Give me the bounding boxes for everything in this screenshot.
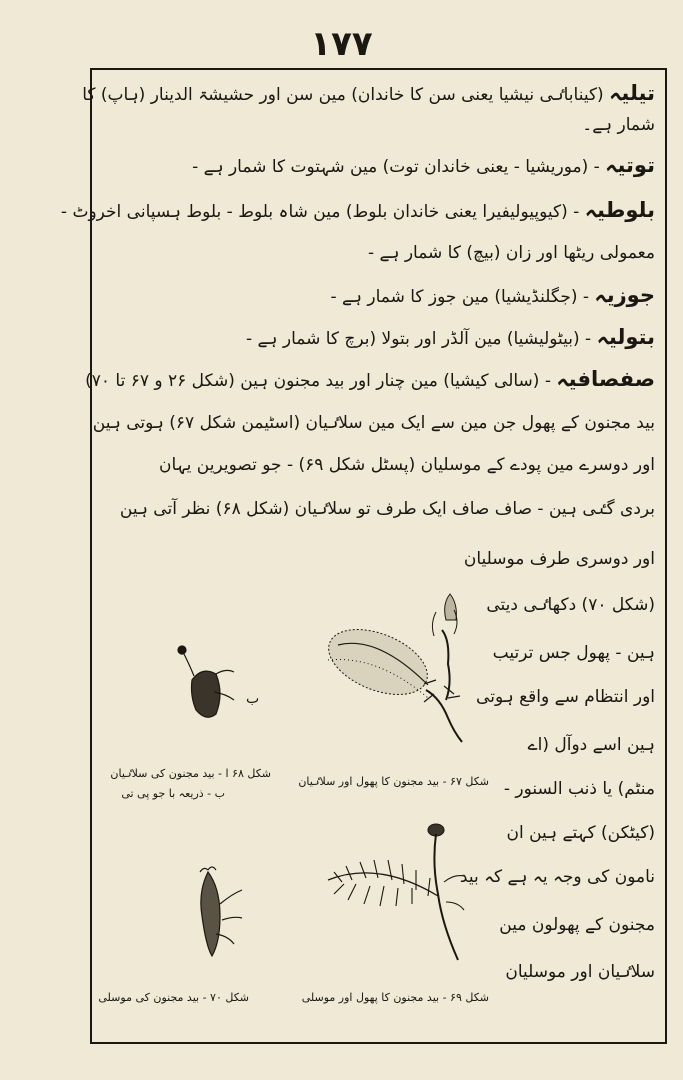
text-line: (کیٹکن) کہتے ہین ان — [506, 823, 655, 843]
text-line: ہین - پھول جس ترتیب — [492, 643, 655, 663]
willow-catkin-stamens-illustration — [318, 590, 478, 750]
willow-stamen-detail-illustration — [170, 640, 250, 730]
text-line: سلاٸیان اور موسلیان — [505, 962, 655, 982]
text-line: منٹم) یا ذنب السنور - — [503, 779, 655, 799]
figure-68-caption: شکل ۶۸ ا - بید مجنون کی سلاٸیان — [110, 767, 271, 780]
text-line: توتیہ - (موریشیا - یعنی خاندان توت) مین شہتوت کا شمار ہے - — [192, 153, 655, 177]
text-line: (شکل ۷۰) دکھاٸی دیتی — [486, 595, 655, 615]
willow-pistil-detail-illustration — [186, 864, 250, 960]
figure-68-caption-b: ب - ذریعہ با جو پی تی — [121, 787, 225, 800]
text-line: بید مجنون کے پھول جن مین سے ایک مین سلاٸیان (اسٹیمن شکل ۶۷) ہوتی ہین — [92, 413, 655, 433]
text-line: بردی گٸی ہین - صاف صاف ایک طرف تو سلاٸیان (شکل ۶۸) نظر آتی ہین — [119, 499, 655, 519]
figure-67-caption: شکل ۶۷ - بید مجنون کا پھول اور سلاٸیان — [298, 775, 489, 788]
text-line: اور انتظام سے واقع ہوتی — [476, 687, 655, 707]
text-line: اور دوسرے مین پودے کے موسلیان (پسٹل شکل ۶۹) - جو تصویرین یہان — [159, 455, 655, 475]
willow-catkin-pistils-illustration — [318, 822, 478, 962]
figure-label-b: ب — [246, 691, 260, 707]
text-line: نامون کی وجہ یہ ہے کہ بید — [459, 867, 655, 887]
text-line: مجنون کے پھولون مین — [499, 915, 655, 935]
figure-70-caption: شکل ۷۰ - بید مجنون کی موسلی — [98, 991, 249, 1004]
figure-69-caption: شکل ۶۹ - بید مجنون کا پھول اور موسلی — [301, 991, 489, 1004]
text-line: اور دوسری طرف موسلیان — [463, 549, 655, 569]
text-line: بتولیہ - (بیٹولیشیا) مین آلڈر اور بتولا (برچ کا شمار ہے - — [246, 325, 655, 349]
text-line: معمولی ریٹھا اور زان (بیچ) کا شمار ہے - — [367, 243, 655, 263]
text-line: تیلیہ (کیناباٸی نیشیا یعنی سن کا خاندان) مین سن اور حشیشۃ الدینار (ہاپ) کا — [82, 81, 655, 105]
text-line: صفصافیہ - (سالی کیشیا) مین چنار اور بید مجنون ہین (شکل ۲۶ و ۶۷ تا ۷۰) — [85, 367, 655, 391]
text-line: شمار ہے۔ — [582, 115, 655, 135]
page-number: ١٧٧ — [310, 24, 373, 64]
text-line: ہین اسے دوآل (اے — [527, 735, 655, 755]
text-line: بلوطیہ - (کیوپیولیفیرا یعنی خاندان بلوط) مین شاہ بلوط - بلوط ہسپانی اخروٹ - — [60, 198, 655, 222]
text-line: جوزیہ - (جگلنڈیشیا) مین جوز کا شمار ہے - — [330, 283, 655, 307]
